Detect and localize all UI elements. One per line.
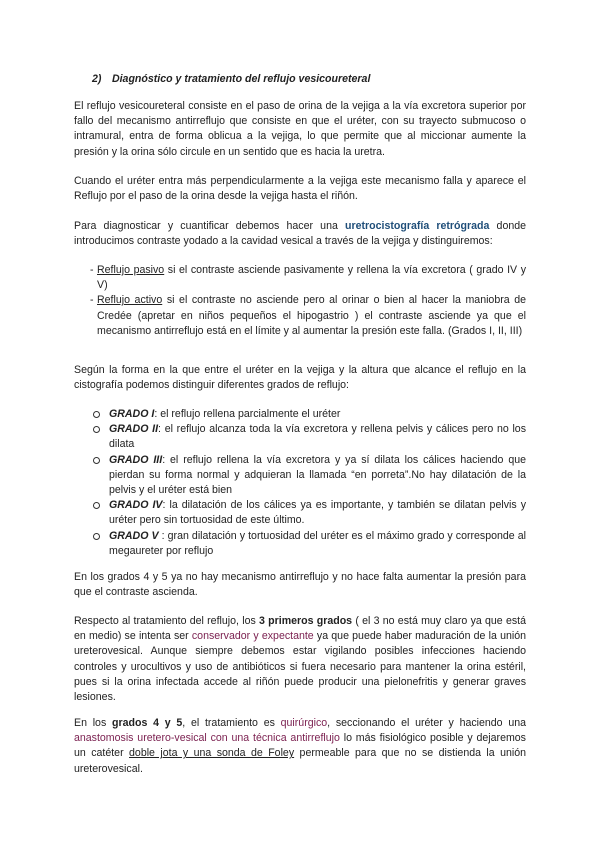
grade-label: GRADO III <box>109 453 163 466</box>
grades-1-3-bold: 3 primeros grados <box>259 615 353 627</box>
paragraph-conservative-treatment: Respecto al tratamiento del reflujo, los 3 primeros grados ( el 3 no está muy claro ya que está en medio) se intenta ser conservador y expectante ya que puede haber maduración de la unión ureterovesical. Aunque siempre debemos estar vigilando posibles infecciones haciendo controles y urocultivos y uso de antibióticos si fuera necesario para mantener la orina estéril, pues si la orina infectada accede al riñón puede producir una pielonefritis y generar graves lesiones. <box>74 615 527 704</box>
catheter-underline: doble jota y una sonda de Foley <box>129 747 295 760</box>
circle-bullet-icon <box>93 411 100 418</box>
conservative-highlight: conservador y expectante <box>191 630 314 643</box>
heading-title: Diagnóstico y tratamiento del reflujo vesicoureteral <box>111 73 371 85</box>
anastomosis-highlight: anastomosis uretero-vesical con una técnica antirreflujo <box>74 732 340 745</box>
dash-marker: - <box>90 294 94 307</box>
list-item: GRADO IV: la dilatación de los cálices ya es importante, y también se dilatan pelvis y uréter pero sin tortuosidad de este último. <box>74 498 526 528</box>
list-item: - Reflujo pasivo si el contraste asciende pasivamente y rellena la vía excretora ( grado IV y V) <box>90 264 527 292</box>
heading-number: 2) <box>92 73 102 85</box>
grade-label: GRADO I <box>109 408 155 420</box>
paragraph-mechanism-failure: Cuando el uréter entra más perpendicularmente a la vejiga este mecanismo falla y aparece el Reflujo por el paso de la orina desde la vejiga hasta el riñón. <box>74 175 526 203</box>
dash-marker: - <box>90 264 94 276</box>
circle-bullet-icon <box>93 533 100 540</box>
circle-bullet-icon <box>93 457 100 464</box>
list-item: GRADO II: el reflujo alcanza toda la vía excretora y rellena pelvis y cálices pero no los dilata <box>74 422 526 452</box>
paragraph-grades-4-5: En los grados 4 y 5 ya no hay mecanismo antirreflujo y no hace falta aumentar la presión para que el contraste ascienda. <box>74 571 526 599</box>
list-item: GRADO V : gran dilatación y tortuosidad del uréter es el máximo grado y corresponde al megaureter por reflujo <box>74 529 526 559</box>
term-active-reflux: Reflujo activo <box>97 294 163 307</box>
list-item: - Reflujo activo si el contraste no asciende pero al orinar o bien al hacer la maniobra de Credée (apretar en niños pequeños el hipogastrio ) el contraste asciende ya que el mecanismo antirreflujo está en el límite y al aumentar la presión este falla. (Grados I, II, III) <box>90 294 527 337</box>
list-item: GRADO III: el reflujo rellena la vía excretora y ya sí dilata los cálices haciendo que pierdan su forma normal y adquieran la llamada “en porreta”.No hay dilatación de la pelvis y el uréter está bien <box>74 453 526 499</box>
reflux-type-list <box>74 263 526 339</box>
grades-4-5-bold: grados 4 y 5 <box>112 717 183 729</box>
circle-bullet-icon <box>93 426 100 433</box>
surgical-highlight: quirúrgico <box>280 717 328 729</box>
paragraph-surgical-treatment: En los grados 4 y 5, el tratamiento es quirúrgico, seccionando el uréter y haciendo una anastomosis uretero-vesical con una técnica antirreflujo lo más fisiológico posible y dejaremos un catéter doble jota y una sonda de Foley permeable para que no se distienda la unión ureterovesical. <box>74 717 527 775</box>
grade-label: GRADO IV <box>109 499 163 512</box>
term-passive-reflux: Reflujo pasivo <box>97 264 165 276</box>
paragraph-diagnosis: Para diagnosticar y cuantificar debemos hacer una uretrocistografía retrógrada donde introducimos contraste yodado a la cavidad vesical a través de la vejiga y distinguiremos: <box>74 220 527 248</box>
paragraph-grades-intro: Según la forma en la que entre el uréter en la vejiga y la altura que alcance el reflujo en la cistografía podemos distinguir diferentes grados de reflujo: <box>74 364 526 392</box>
diagnostic-test-highlight: uretrocistografía retrógrada <box>345 220 490 232</box>
grade-label: GRADO II <box>109 423 159 436</box>
paragraph-definition: El reflujo vesicoureteral consiste en el paso de orina de la vejiga a la vía excretora superior por fallo del mecanismo antirreflujo que consiste en que el uréter, con su trayecto submucoso o intramural, entra de forma oblicua a la vejiga, lo que permite que al miccionar aumente la presión y la orina sólo circule en un sentido que es hacia la uretra. <box>74 100 526 158</box>
circle-bullet-icon <box>93 502 100 509</box>
section-heading <box>92 73 370 85</box>
grade-label: GRADO V <box>109 529 159 542</box>
reflux-grade-list <box>74 407 526 559</box>
list-item: GRADO I: el reflujo rellena parcialmente el uréter <box>74 407 526 422</box>
